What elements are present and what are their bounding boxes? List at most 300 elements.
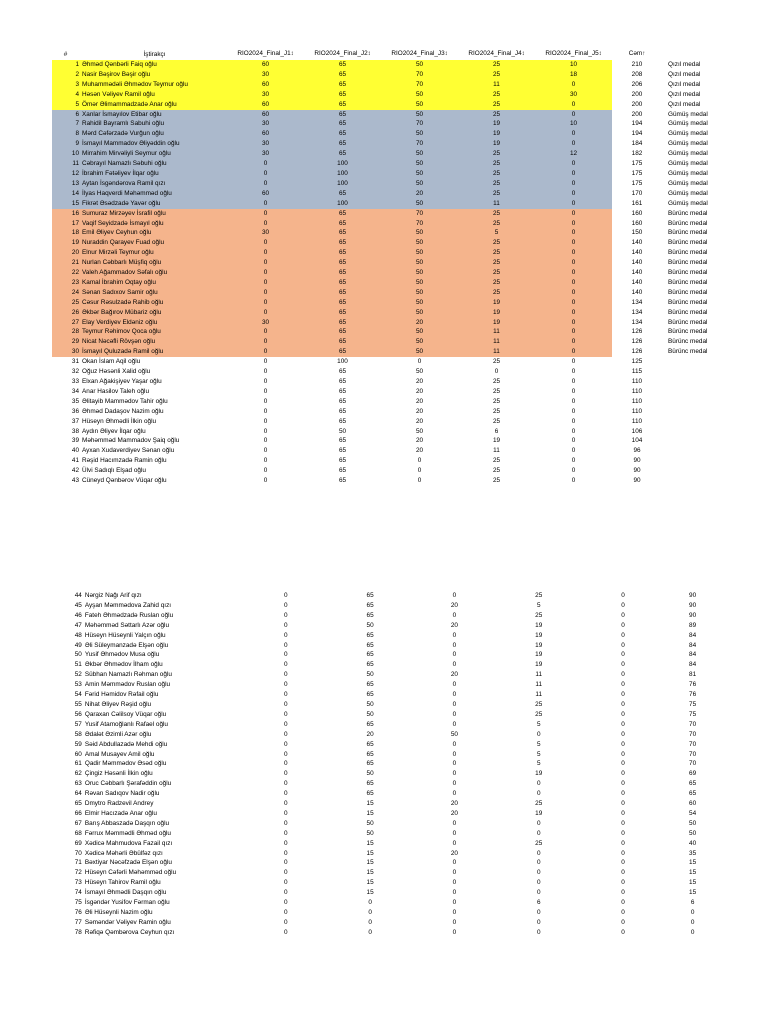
score-j4: 25 xyxy=(492,387,501,395)
score-j5: 0 xyxy=(621,918,625,926)
sort-both-icon[interactable]: ↕ xyxy=(367,51,371,57)
score-j4: 0 xyxy=(536,829,541,837)
score-j2: 50 xyxy=(366,770,374,778)
score-j4: 25 xyxy=(535,800,543,808)
table-row xyxy=(52,308,723,318)
participant-name: Hüseyn Əhmədli İlkin oğlu xyxy=(82,417,157,425)
score-j4: 25 xyxy=(458,278,535,288)
score-j5: 18 xyxy=(535,70,612,80)
table-row xyxy=(52,90,723,100)
total-score: 15 xyxy=(689,879,697,887)
score-j2: 15 xyxy=(366,859,374,867)
score-j3: 0 xyxy=(452,839,457,847)
score-j4: 25 xyxy=(458,248,535,258)
score-j1: 0 xyxy=(284,928,288,936)
score-j4: 11 xyxy=(458,347,535,357)
sort-ascending-icon[interactable]: ↑ xyxy=(642,51,646,57)
score-j1: 0 xyxy=(284,651,288,659)
score-j3: 0 xyxy=(452,750,457,758)
score-j1: 0 xyxy=(284,918,288,926)
col-header-total[interactable] xyxy=(612,48,662,60)
col-header-participant[interactable]: İştirakçı xyxy=(143,50,166,58)
participant-name: Nuraddin Qarayev Fuad oğlu xyxy=(82,238,227,248)
table-row xyxy=(52,601,720,611)
row-number: 67 xyxy=(74,819,82,827)
row-number: 22 xyxy=(52,268,82,278)
score-j2: 0 xyxy=(368,918,372,926)
score-j3: 20 xyxy=(415,447,424,455)
score-j3: 0 xyxy=(452,790,457,798)
score-j2: 65 xyxy=(304,278,381,288)
score-j1: 0 xyxy=(227,179,304,189)
score-j1: 0 xyxy=(263,427,268,435)
score-j4: 25 xyxy=(458,110,535,120)
score-j1: 30 xyxy=(227,318,304,328)
score-j3: 50 xyxy=(381,268,458,278)
score-j5: 10 xyxy=(535,60,612,70)
table-row xyxy=(52,387,723,397)
score-j1: 30 xyxy=(227,90,304,100)
score-j2: 15 xyxy=(366,809,374,817)
score-j2: 15 xyxy=(366,889,374,897)
score-j4: 11 xyxy=(458,199,535,209)
score-j2: 65 xyxy=(366,611,374,619)
score-j3: 0 xyxy=(452,819,457,827)
total-score: 184 xyxy=(631,140,643,148)
medal-label: Qızıl medal xyxy=(668,61,701,68)
participant-name: Amin Məmmədov Ruslan oğlu xyxy=(84,681,171,689)
score-j4: 0 xyxy=(536,819,541,827)
score-j3: 50 xyxy=(450,730,458,738)
score-j1: 0 xyxy=(284,621,288,629)
score-j5: 0 xyxy=(621,592,625,599)
table-row xyxy=(52,288,723,298)
score-j1: 0 xyxy=(284,671,288,679)
total-score: 106 xyxy=(631,427,643,435)
score-j2: 65 xyxy=(366,760,374,768)
score-j5: 0 xyxy=(621,671,625,679)
score-j3: 50 xyxy=(381,228,458,238)
row-number: 49 xyxy=(74,641,82,649)
score-j1: 0 xyxy=(284,592,288,599)
row-number: 78 xyxy=(74,928,82,936)
score-j1: 0 xyxy=(284,899,288,907)
score-j5: 0 xyxy=(571,467,576,475)
col-header-medal xyxy=(662,48,723,60)
row-number: 41 xyxy=(71,457,79,465)
score-j1: 0 xyxy=(284,641,288,649)
score-j3: 50 xyxy=(415,368,424,376)
col-header-j3[interactable] xyxy=(381,48,458,60)
total-score: 110 xyxy=(631,407,643,415)
total-score: 175 xyxy=(631,179,643,187)
score-j2: 65 xyxy=(366,720,374,728)
score-j1: 0 xyxy=(284,819,288,827)
table-row xyxy=(52,700,720,710)
medal-label xyxy=(662,436,723,446)
table-row xyxy=(52,70,723,80)
participant-name: Elnur Mirzəli Teymur oğlu xyxy=(82,248,227,258)
score-j5: 0 xyxy=(621,899,625,907)
table-row xyxy=(52,318,723,328)
score-j3: 70 xyxy=(381,219,458,229)
medal-label xyxy=(662,387,723,397)
score-j1: 30 xyxy=(227,119,304,129)
total-score: 200 xyxy=(631,100,643,108)
participant-name: Yusif Əhmədov Musa oğlu xyxy=(84,651,160,659)
score-j5: 0 xyxy=(621,740,625,748)
row-number: 1 xyxy=(52,60,82,70)
total-score: 90 xyxy=(689,592,697,599)
score-j5: 0 xyxy=(621,879,625,887)
score-j2: 15 xyxy=(366,869,374,877)
total-score: 170 xyxy=(631,189,643,197)
score-j5: 0 xyxy=(535,288,612,298)
table-row xyxy=(52,779,720,789)
row-number: 4 xyxy=(52,90,82,100)
score-j5: 0 xyxy=(571,417,576,425)
score-j1: 0 xyxy=(284,750,288,758)
total-score: 194 xyxy=(631,130,643,138)
score-j1: 0 xyxy=(284,720,288,728)
score-j1: 0 xyxy=(263,368,268,376)
score-j2: 100 xyxy=(304,199,381,209)
row-number: 14 xyxy=(52,189,82,199)
table-row xyxy=(52,258,723,268)
total-score: 0 xyxy=(690,918,695,926)
row-number: 74 xyxy=(74,889,82,897)
score-j3: 50 xyxy=(381,149,458,159)
row-number: 17 xyxy=(52,219,82,229)
sort-both-icon[interactable]: ↕ xyxy=(521,51,525,57)
score-j2: 65 xyxy=(304,100,381,110)
score-j5: 0 xyxy=(571,477,576,485)
table-row xyxy=(52,631,720,641)
score-j2: 100 xyxy=(304,169,381,179)
score-j5: 0 xyxy=(571,358,576,366)
table-row xyxy=(52,660,720,670)
score-j3: 0 xyxy=(452,770,457,778)
score-j1: 0 xyxy=(263,387,268,395)
col-header-j4[interactable] xyxy=(458,48,535,60)
medal-label xyxy=(662,427,723,437)
score-j2: 65 xyxy=(304,228,381,238)
score-j1: 0 xyxy=(263,447,268,455)
score-j4: 19 xyxy=(458,318,535,328)
score-j3: 50 xyxy=(381,199,458,209)
score-j4: 25 xyxy=(492,477,501,485)
score-j4: 25 xyxy=(458,100,535,110)
participant-name: Dmytro Radzevil Andrey xyxy=(84,800,154,808)
score-j1: 0 xyxy=(284,611,288,619)
participant-name: Oğuz Həsənli Xalid oğlu xyxy=(82,368,151,376)
score-j2: 15 xyxy=(366,800,374,808)
row-number: 18 xyxy=(52,228,82,238)
participant-name: Xədicə Məhərli Əbülfəz qızı xyxy=(84,849,163,857)
row-number: 6 xyxy=(52,110,82,120)
total-score: 115 xyxy=(631,368,643,376)
score-j1: 0 xyxy=(284,740,288,748)
score-j1: 60 xyxy=(227,110,304,120)
participant-name: Əli Hüseynli Nazim oğlu xyxy=(84,909,153,916)
score-j3: 0 xyxy=(452,928,457,936)
score-j4: 25 xyxy=(458,179,535,189)
score-j4: 25 xyxy=(458,169,535,179)
total-score: 90 xyxy=(633,477,641,485)
score-j1: 0 xyxy=(284,760,288,768)
score-j1: 0 xyxy=(227,238,304,248)
table-row xyxy=(52,337,723,347)
score-j3: 20 xyxy=(381,189,458,199)
row-number: 32 xyxy=(71,368,79,376)
table-row xyxy=(52,417,723,427)
header-row xyxy=(52,48,723,60)
participant-name: Qaraxan Cəlilsoy Vüqar oğlu xyxy=(84,710,167,718)
score-j1: 60 xyxy=(227,129,304,139)
table-row xyxy=(52,730,720,740)
col-header-j5[interactable] xyxy=(535,48,612,60)
table-row xyxy=(52,436,723,446)
score-j4: 11 xyxy=(535,671,543,679)
table-row xyxy=(52,759,720,769)
total-score: 140 xyxy=(631,288,643,296)
score-j3: 50 xyxy=(381,248,458,258)
score-j3: 0 xyxy=(452,661,457,669)
participant-name: Əhməd Dadaşov Nazim oğlu xyxy=(82,407,164,415)
score-j5: 0 xyxy=(571,447,576,455)
medal-label: Gümüş medal xyxy=(668,179,708,187)
score-j2: 65 xyxy=(366,661,374,669)
score-j4: 11 xyxy=(458,337,535,347)
row-number: 63 xyxy=(74,780,82,788)
score-j3: 50 xyxy=(381,179,458,189)
participant-name: İlyas Haqverdi Məhəmməd oğlu xyxy=(82,189,227,199)
score-j1: 0 xyxy=(227,258,304,268)
participant-name: Oruc Cəbbarlı Şərafəddin oğlu xyxy=(84,780,172,788)
score-j5: 0 xyxy=(571,368,576,376)
table-row xyxy=(52,878,720,888)
score-j1: 0 xyxy=(284,730,288,738)
col-header-j5-label: RIO2024_Final_J5 xyxy=(545,50,599,57)
score-j2: 65 xyxy=(304,268,381,278)
participant-name: Bəxtiyar Nəcəfzadə Elşən oğlu xyxy=(84,859,172,867)
score-j2: 65 xyxy=(304,308,381,318)
score-j4: 11 xyxy=(458,327,535,337)
col-header-number[interactable]: # xyxy=(63,50,68,58)
score-j5: 0 xyxy=(535,209,612,219)
score-j2: 65 xyxy=(304,248,381,258)
score-j3: 0 xyxy=(452,899,457,907)
score-j4: 19 xyxy=(458,119,535,129)
table-row xyxy=(52,720,720,730)
score-j3: 50 xyxy=(381,327,458,337)
row-number: 11 xyxy=(52,159,82,169)
score-j2: 15 xyxy=(366,839,374,847)
participant-name: Əhməd Qənbərli Faiq oğlu xyxy=(82,60,227,70)
score-j3: 20 xyxy=(415,437,424,445)
total-score: 90 xyxy=(689,611,697,619)
sort-both-icon[interactable]: ↕ xyxy=(444,51,448,57)
score-j1: 60 xyxy=(227,80,304,90)
score-j5: 0 xyxy=(535,248,612,258)
participant-name: İsmayıl Quluzadə Ramil oğlu xyxy=(82,347,227,357)
total-score: 35 xyxy=(689,849,697,857)
score-j4: 0 xyxy=(536,780,541,788)
participant-name: Nihat Əliyev Rəşid oğlu xyxy=(84,700,152,708)
score-j4: 0 xyxy=(536,730,541,738)
sort-both-icon[interactable]: ↕ xyxy=(290,51,294,57)
total-score: 160 xyxy=(631,219,643,227)
score-j2: 65 xyxy=(304,189,381,199)
score-j5: 0 xyxy=(621,889,625,897)
score-j1: 0 xyxy=(284,691,288,699)
score-j4: 25 xyxy=(535,700,543,708)
row-number: 16 xyxy=(52,209,82,219)
total-score: 89 xyxy=(689,621,697,629)
total-score: 84 xyxy=(689,641,697,649)
score-j4: 25 xyxy=(458,70,535,80)
medal-label xyxy=(662,367,723,377)
score-j3: 20 xyxy=(450,671,458,679)
medal-label xyxy=(662,456,723,466)
total-score: 161 xyxy=(631,199,643,207)
participant-name: Elxan Ağakişiyev Yaşar oğlu xyxy=(82,378,162,385)
score-j2: 50 xyxy=(366,700,374,708)
score-j3: 0 xyxy=(417,467,422,475)
participant-name: Həsən Vəliyev Ramil oğlu xyxy=(82,90,227,100)
score-j1: 30 xyxy=(227,149,304,159)
participant-name: Ülvi Sadıqlı Elşad oğlu xyxy=(82,467,146,475)
score-j2: 65 xyxy=(304,258,381,268)
score-j4: 19 xyxy=(458,139,535,149)
score-j4: 25 xyxy=(492,417,501,425)
score-j3: 0 xyxy=(417,457,422,465)
total-score: 140 xyxy=(631,239,643,247)
score-j5: 0 xyxy=(535,327,612,337)
row-number: 24 xyxy=(52,288,82,298)
score-j3: 0 xyxy=(452,700,457,708)
row-number: 51 xyxy=(74,661,82,669)
table-row xyxy=(52,456,723,466)
row-number: 27 xyxy=(52,318,82,328)
table-row xyxy=(52,898,720,908)
medal-label xyxy=(662,417,723,427)
table-row xyxy=(52,100,723,110)
medal-label xyxy=(662,357,723,367)
table-row xyxy=(52,839,720,849)
participant-name: Xanlar İsmayılov Etibar oğlu xyxy=(82,110,227,120)
total-score: 54 xyxy=(689,809,697,817)
total-score: 0 xyxy=(690,909,695,916)
score-j5: 0 xyxy=(621,770,625,778)
score-j5: 0 xyxy=(535,268,612,278)
table-row xyxy=(52,268,723,278)
table-row xyxy=(52,690,720,700)
medal-label: Gümüş medal xyxy=(668,140,708,148)
participant-name: Ayxan Xudaverdiyev Sənan oğlu xyxy=(82,447,175,455)
sort-both-icon[interactable]: ↕ xyxy=(598,51,602,57)
score-j1: 30 xyxy=(227,70,304,80)
row-number: 38 xyxy=(71,427,79,435)
table-row xyxy=(52,80,723,90)
total-score: 65 xyxy=(689,790,697,798)
score-j3: 50 xyxy=(381,129,458,139)
score-j1: 0 xyxy=(284,869,288,877)
score-j4: 25 xyxy=(535,592,543,599)
score-j2: 65 xyxy=(338,437,347,445)
score-j2: 65 xyxy=(366,780,374,788)
score-j2: 65 xyxy=(304,149,381,159)
score-j2: 65 xyxy=(366,651,374,659)
participant-name: İsmayıl Əhmədli Daşqın oğlu xyxy=(84,889,167,897)
table-row xyxy=(52,621,720,631)
score-j5: 0 xyxy=(621,800,625,808)
medal-label: Bürünc medal xyxy=(668,239,708,247)
participant-name: Yusif Atamoğlanlı Rafael oğlu xyxy=(84,720,168,728)
participant-name: Ayşan Məmmədova Zahid qızı xyxy=(84,601,172,609)
total-score: 50 xyxy=(689,829,697,837)
score-j5: 0 xyxy=(621,790,625,798)
score-j1: 0 xyxy=(284,681,288,689)
participant-name: Hüseyn Tahirov Ramil oğlu xyxy=(84,879,161,887)
col-header-j2[interactable] xyxy=(304,48,381,60)
score-j2: 65 xyxy=(304,90,381,100)
row-number: 31 xyxy=(71,358,79,366)
table-row xyxy=(52,809,720,819)
col-header-total-label: Cəm xyxy=(628,50,643,57)
table-row xyxy=(52,680,720,690)
score-j3: 50 xyxy=(381,258,458,268)
score-j5: 0 xyxy=(621,750,625,758)
score-j4: 0 xyxy=(536,918,541,926)
score-j1: 0 xyxy=(263,467,268,475)
total-score: 200 xyxy=(631,90,643,98)
score-j3: 20 xyxy=(415,378,424,385)
score-j1: 0 xyxy=(227,337,304,347)
table-row xyxy=(52,918,720,928)
score-j2: 65 xyxy=(338,378,347,385)
score-j4: 25 xyxy=(492,457,501,465)
total-score: 75 xyxy=(689,700,697,708)
score-j3: 50 xyxy=(381,60,458,70)
score-j4: 0 xyxy=(536,889,541,897)
score-j4: 25 xyxy=(492,397,501,405)
row-number: 56 xyxy=(74,710,82,718)
row-number: 60 xyxy=(74,750,82,758)
row-number: 43 xyxy=(71,477,79,485)
total-score: 15 xyxy=(689,869,697,877)
score-j5: 0 xyxy=(621,641,625,649)
score-j1: 30 xyxy=(227,139,304,149)
score-j2: 65 xyxy=(338,417,347,425)
score-j5: 0 xyxy=(535,219,612,229)
participant-name: Emil Əliyev Ceyhun oğlu xyxy=(82,228,227,238)
score-j3: 0 xyxy=(452,720,457,728)
participant-name: Ömər Əlimammadzadə Anar oğlu xyxy=(82,100,227,110)
score-j5: 0 xyxy=(535,110,612,120)
score-j1: 60 xyxy=(227,189,304,199)
score-j3: 70 xyxy=(381,119,458,129)
total-score: 125 xyxy=(631,358,643,366)
total-score: 126 xyxy=(631,328,643,336)
score-j5: 0 xyxy=(535,169,612,179)
participant-name: Əli Süleymanzadə Elşən oğlu xyxy=(84,641,169,649)
col-header-j1[interactable] xyxy=(227,48,304,60)
medal-label xyxy=(662,397,723,407)
table-row xyxy=(52,829,720,839)
score-j2: 65 xyxy=(366,750,374,758)
total-score: 150 xyxy=(631,229,643,237)
